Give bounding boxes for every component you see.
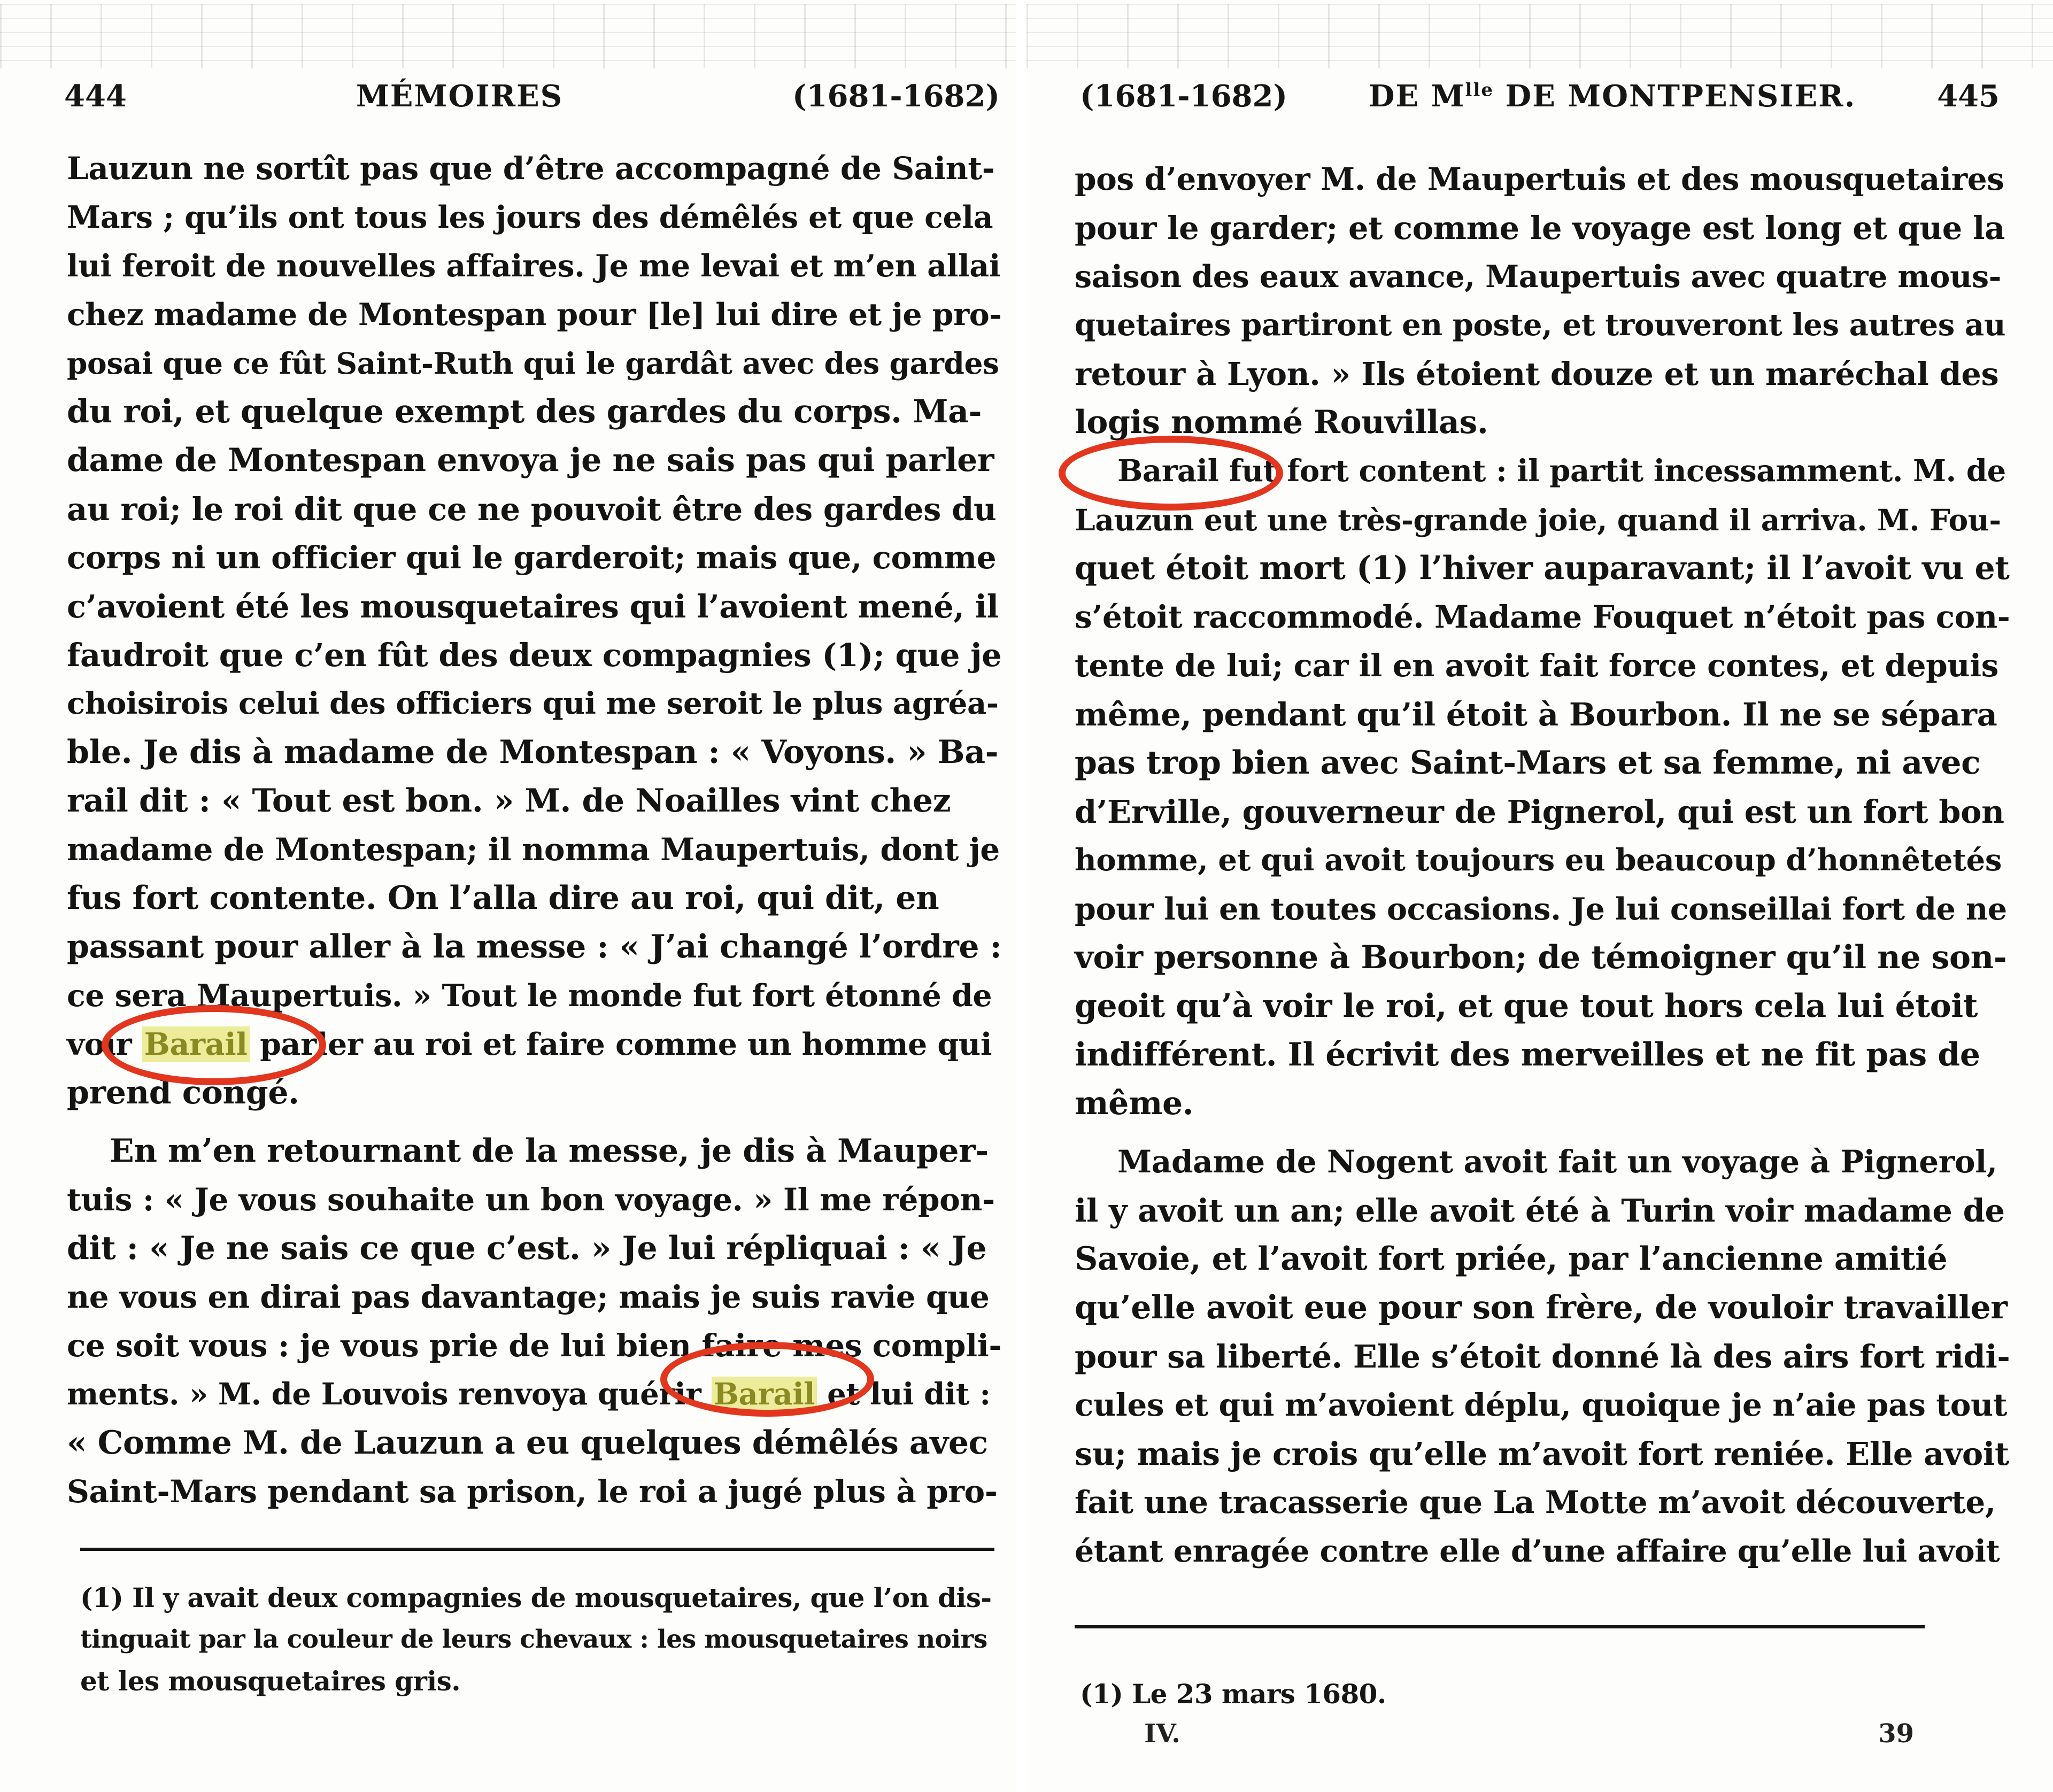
text-line: tuis : « Je vous souhaite un bon voyage. » Il me répon- — [67, 1181, 995, 1218]
text-line: dame de Montespan envoya je ne sais pas qui parler — [67, 442, 994, 479]
footnote-line: (1) Le 23 mars 1680. — [1080, 1678, 1386, 1710]
text-line: voir personne à Bourbon; de témoigner qu’il ne son- — [1075, 939, 2007, 976]
text-line: au roi; le roi dit que ce ne pouvoit être des gardes du — [67, 491, 997, 528]
text-line: « Comme M. de Lauzun a eu quelques démêlés avec — [67, 1424, 988, 1462]
text-line: ce soit vous : je vous prie de lui bien faire mes compli- — [67, 1327, 1002, 1364]
text-line: lui feroit de nouvelles affaires. Je me levai et m’en allai — [67, 248, 1000, 284]
left-page-number: 444 — [64, 79, 127, 114]
left-running-head — [64, 75, 1000, 118]
text-line: s’étoit raccommodé. Madame Fouquet n’étoit pas con- — [1075, 599, 2010, 635]
paragraph-start-line: En m’en retournant de la messe, je dis à Mauper- — [110, 1132, 989, 1170]
text-line: pas trop bien avec Saint-Mars et sa femme, ni avec — [1075, 744, 1981, 782]
right-body-text — [1075, 155, 2010, 1575]
left-header-title: MÉMOIRES — [356, 79, 564, 114]
text-line: Mars ; qu’ils ont tous les jours des démêlés et que cela — [67, 199, 993, 235]
text-line: rail dit : « Tout est bon. » M. de Noailles vint chez — [67, 782, 951, 820]
left-footnote-rule — [80, 1548, 994, 1551]
volume-signature: IV. — [1144, 1719, 1181, 1749]
text-line: homme, et qui avoit toujours eu beaucoup d’honnêtetés — [1075, 843, 2002, 878]
text-line: madame de Montespan; il nomma Maupertuis, dont je — [67, 831, 1000, 868]
text-line: chez madame de Montespan pour [le] lui dire et je pro- — [67, 297, 1002, 333]
right-footnote-rule — [1075, 1625, 1925, 1628]
text-line: du roi, et quelque exempt des gardes du corps. Ma- — [67, 393, 982, 430]
text-line: pour lui en toutes occasions. Je lui conseillai fort de ne — [1075, 891, 2007, 927]
text-line: saison des eaux avance, Maupertuis avec quatre mous- — [1075, 259, 2001, 295]
text-line: fait une tracasserie que La Motte m’avoit découverte, — [1075, 1484, 1996, 1520]
text-line: quet étoit mort (1) l’hiver auparavant; il l’avoit vu et — [1075, 550, 2010, 587]
page-divider — [1016, 0, 1026, 1792]
paragraph-start-line: Madame de Nogent avoit fait un voyage à Pignerol, — [1117, 1144, 1997, 1180]
text-line: c’avoient été les mousquetaires qui l’avoient mené, il — [67, 588, 999, 625]
text-line: qu’elle avoit eue pour son frère, de vouloir travailler — [1075, 1289, 2008, 1326]
text-line: Lauzun eut une très-grande joie, quand il arriva. M. Fou- — [1075, 503, 2001, 537]
text-line: su; mais je crois qu’elle m’avoit fort reniée. Elle avoit — [1075, 1435, 2009, 1472]
text-line: Savoie, et l’avoit fort priée, par l’ancienne amitié — [1075, 1240, 1948, 1278]
gathering-signature: 39 — [1878, 1719, 1914, 1749]
circled-phrase-barail-fut: Barail fut — [1117, 453, 1277, 489]
text-line: même, pendant qu’il étoit à Bourbon. Il ne se sépara — [1075, 696, 1997, 733]
right-page-number: 445 — [1937, 79, 2000, 114]
text-line-barail-2: ments. » M. de Louvois renvoya quérir Barail et lui dit : — [67, 1377, 991, 1412]
text-line: tente de lui; car il en avoit fait force contes, et depuis — [1075, 647, 1998, 684]
text-line: ne vous en dirai pas davantage; mais je suis ravie que — [67, 1279, 990, 1315]
text-line: corps ni un officier qui le garderoit; mais que, comme — [67, 539, 997, 576]
signature-line — [1144, 1719, 1914, 1749]
text-line: posai que ce fût Saint-Ruth qui le gardât avec des gardes — [67, 346, 999, 381]
footnote-line: tinguait par la couleur de leurs chevaux : les mousquetaires noirs — [80, 1625, 987, 1654]
text-line: indifférent. Il écrivit des merveilles et ne fit pas de — [1075, 1036, 1980, 1073]
text-line: logis nommé Rouvillas. — [1075, 404, 1488, 441]
text-line: pos d’envoyer M. de Maupertuis et des mousquetaires — [1075, 161, 2004, 197]
text-line: dit : « Je ne sais ce que c’est. » Je lui répliquai : « Je — [67, 1230, 987, 1267]
text-line: retour à Lyon. » Ils étoient douze et un maréchal des — [1075, 356, 1999, 392]
text-line: pour le garder; et comme le voyage est long et que la — [1075, 210, 2005, 246]
text-line: geoit qu’à voir le roi, et que tout hors cela lui étoit — [1075, 987, 1978, 1025]
footnote-line: (1) Il y avait deux compagnies de mousquetaires, que l’on dis- — [80, 1582, 992, 1613]
text-line: passant pour aller à la messe : « J’ai changé l’ordre : — [67, 928, 1002, 965]
right-header-date: (1681-1682) — [1080, 79, 1287, 114]
scan-grid-artifact — [1026, 4, 2053, 68]
text-line: d’Erville, gouverneur de Pignerol, qui est un fort bon — [1075, 793, 2004, 830]
footnote-line: et les mousquetaires gris. — [80, 1665, 461, 1697]
text-line: Saint-Mars pendant sa prison, le roi a jugé plus à pro- — [67, 1473, 998, 1510]
highlighted-name-barail: Barail — [712, 1377, 817, 1412]
text-line: ble. Je dis à madame de Montespan : « Voyons. » Ba- — [67, 733, 999, 771]
left-footnote — [80, 1577, 1000, 1702]
highlighted-name-barail: Barail — [142, 1026, 250, 1062]
right-header-title: DE $M^{lle}$ DE MONTPENSIER. — [1368, 79, 1856, 114]
text-line: même. — [1075, 1085, 1194, 1122]
text-line: pour sa liberté. Elle s’étoit donné là des airs fort ridi- — [1075, 1338, 2010, 1375]
text-line: il y avoit un an; elle avoit été à Turin voir madame de — [1075, 1192, 2005, 1229]
right-footnote — [1080, 1673, 1989, 1715]
left-body-text — [67, 144, 1002, 1516]
text-line: cules et qui m’avoient déplu, quoique je n’aie pas tout — [1075, 1387, 2008, 1423]
text-line: fus fort contente. On l’alla dire au roi, qui dit, en — [67, 879, 939, 917]
left-page — [0, 0, 1016, 1792]
text-line: étant enragée contre elle d’une affaire qu’elle lui avoit — [1075, 1533, 2000, 1569]
right-running-head — [1080, 75, 2000, 118]
left-header-date: (1681-1682) — [792, 79, 1000, 114]
text-line-barail-1: voir Barail parler au roi et faire comme un homme qui — [67, 1026, 992, 1062]
text-line: choisirois celui des officiers qui me seroit le plus agréa- — [67, 686, 999, 721]
text-line: prend congé. — [67, 1074, 299, 1111]
scan-grid-artifact — [0, 4, 1016, 68]
text-line: faudroit que c’en fût des deux compagnies (1); que je — [67, 637, 1002, 674]
text-line: quetaires partiront en poste, et trouveront les autres au — [1075, 307, 2006, 343]
text-line: Lauzun ne sortît pas que d’être accompagné de Saint- — [67, 150, 995, 187]
text-line: ce sera Maupertuis. » Tout le monde fut fort étonné de — [67, 978, 992, 1014]
text-line-barail-3: Barail fut fort content : il partit incessamment. M. de — [1117, 453, 2006, 489]
right-page — [1026, 0, 2053, 1792]
